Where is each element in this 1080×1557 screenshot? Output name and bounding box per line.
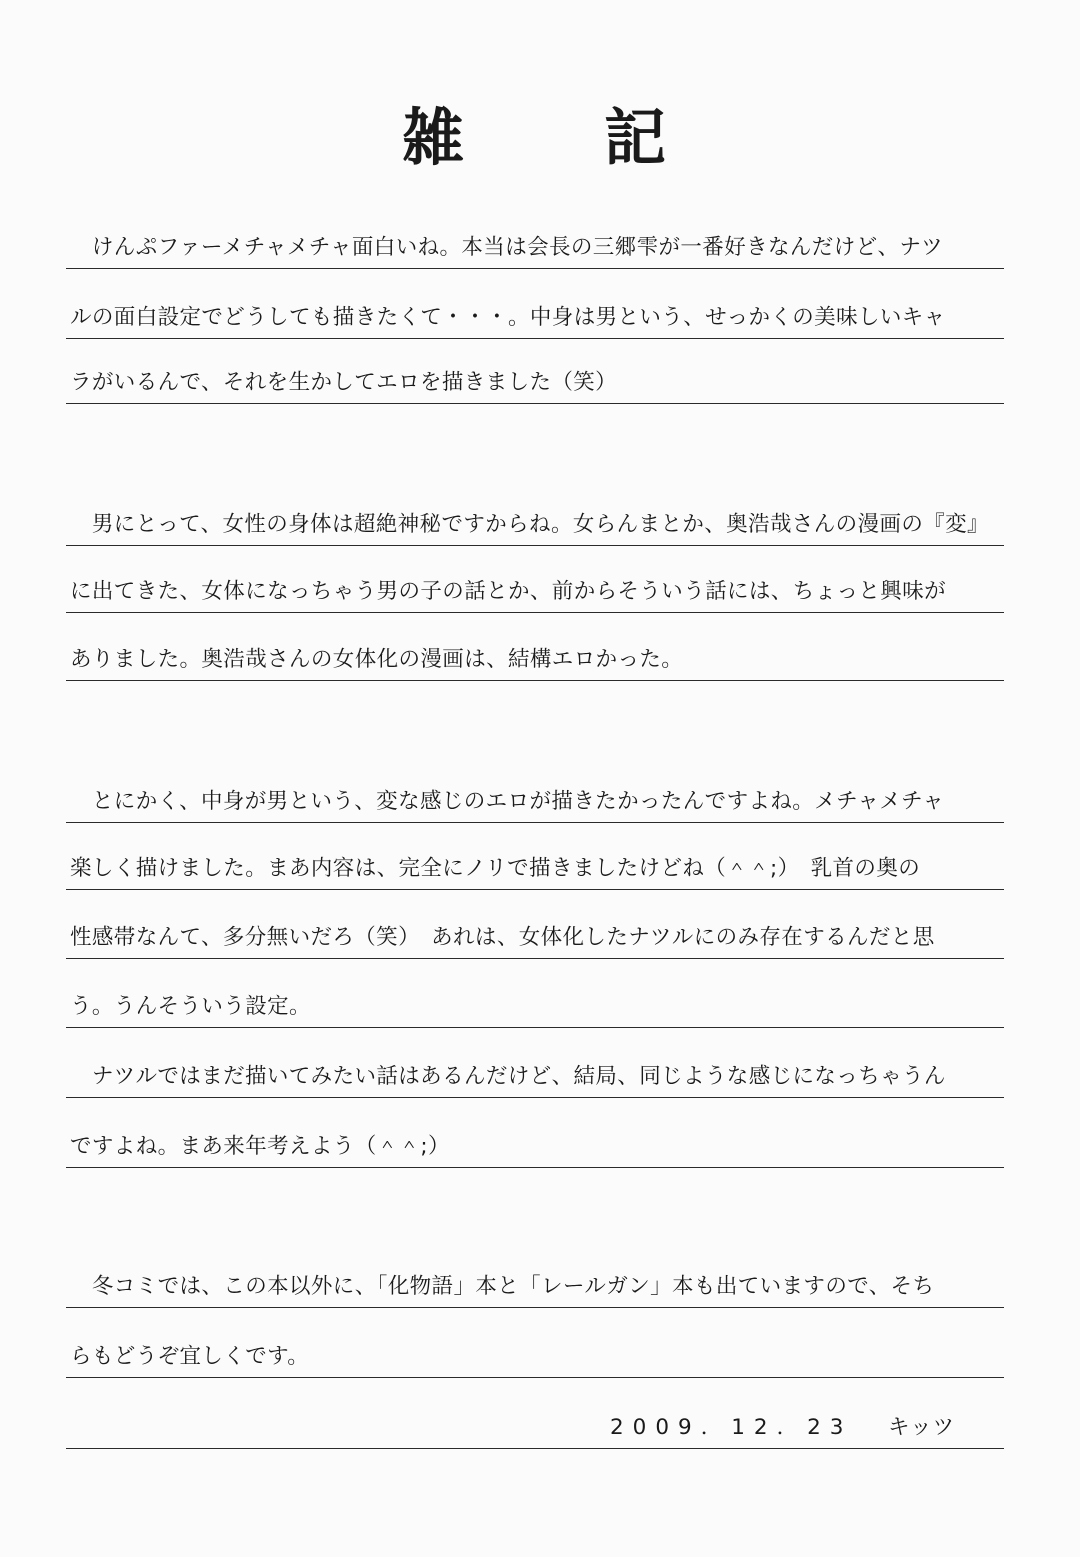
line-text: ラがいるんで、それを生かしてエロを描きました（笑） [70,370,618,395]
line-text: らもどうぞ宜しくです。 [70,1344,310,1369]
text-line [66,849,1004,890]
text-line [66,572,1004,613]
text-line [66,640,1004,681]
text-line [66,1337,1004,1378]
text-line [66,1127,1004,1168]
text-line [66,1057,1004,1098]
signature-author: キッツ [888,1415,956,1440]
text-line [66,505,1004,546]
title-char-2: 記 [604,101,667,174]
line-text: に出てきた、女体になっちゃう男の子の話とか、前からそういう話には、ちょっと興味が [70,579,947,604]
line-text: ですよね。まあ来年考えよう（＾＾;） [70,1134,450,1159]
line-text: 楽しく描けました。まあ内容は、完全にノリで描きましたけどね（＾＾;） 乳首の奥の [70,856,921,881]
text-line [66,1267,1004,1308]
signature-date: 2009．12．23 [610,1415,853,1440]
line-text: とにかく、中身が男という、変な感じのエロが描きたかったんですよね。メチャメチャ [70,789,945,814]
text-line [66,782,1004,823]
line-text: ナツルではまだ描いてみたい話はあるんだけど、結局、同じような感じになっちゃうん [70,1064,946,1089]
text-line [66,228,1004,269]
text-line [66,363,1004,404]
text-line [66,918,1004,959]
line-text: 男にとって、女性の身体は超絶神秘ですからね。女らんまとか、奥浩哉さんの漫画の『変』 [70,512,989,537]
line-text: 性感帯なんて、多分無いだろ（笑） あれは、女体化したナツルにのみ存在するんだと思 [70,925,935,950]
line-text: けんぷファーメチャメチャ面白いね。本当は会長の三郷雫が一番好きなんだけど、ナツ [70,235,943,260]
line-text: う。うんそういう設定。 [70,994,311,1019]
signature-line [66,1408,1004,1449]
line-text: ルの面白設定でどうしても描きたくて・・・。中身は男という、せっかくの美味しいキャ [70,305,946,330]
text-line [66,987,1004,1028]
line-text: ありました。奥浩哉さんの女体化の漫画は、結構エロかった。 [70,647,684,672]
page-title [0,88,1080,174]
title-char-1: 雑 [402,101,465,174]
line-text: 冬コミでは、この本以外に、「化物語」本と「レールガン」本も出ていますので、そち [70,1274,935,1299]
text-line [66,298,1004,339]
